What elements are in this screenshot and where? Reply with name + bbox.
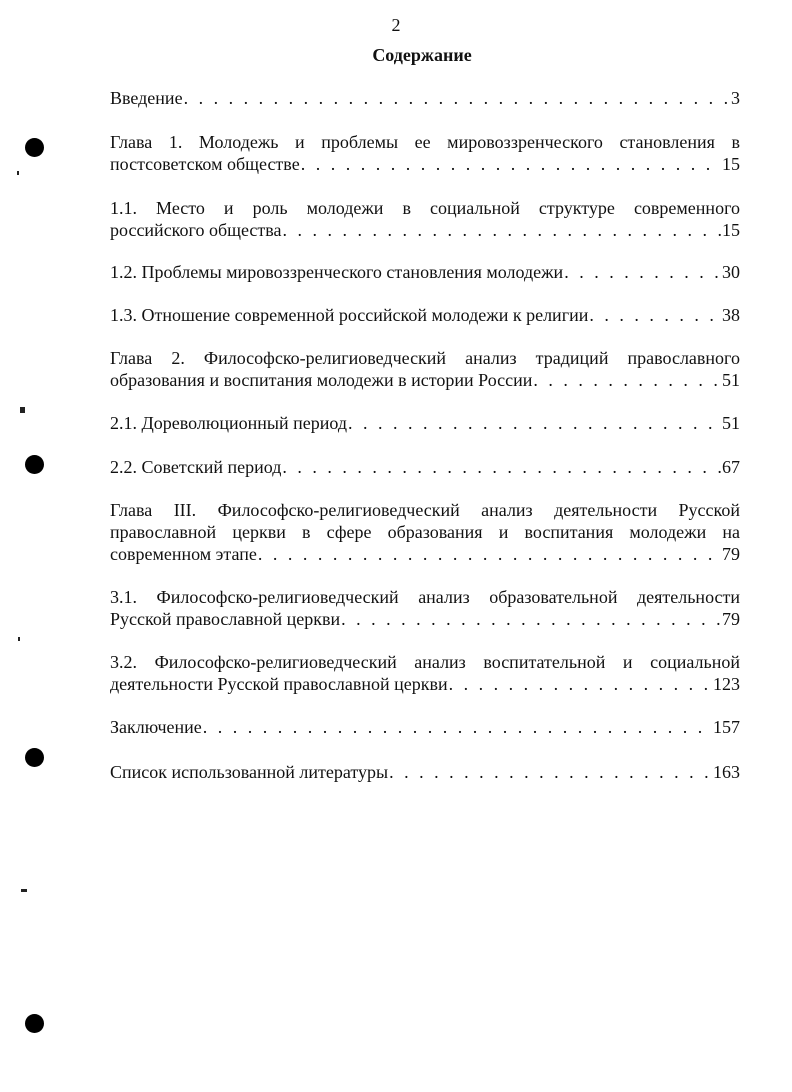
toc-entry-title-line: Глава 1. Молодежь и проблемы ее мировоззренческого становления в (110, 132, 740, 152)
toc-page-number: 123 (713, 674, 740, 694)
punch-hole (25, 138, 44, 157)
toc-entry-chapter-2[interactable] (110, 347, 740, 391)
toc-entry-title: современном этапе (110, 544, 257, 564)
toc-page-number: 79 (722, 609, 740, 629)
dot-leader (184, 87, 730, 109)
toc-page-number: 67 (722, 457, 740, 477)
toc-entry-title: российского общества (110, 220, 282, 240)
toc-entry-title: Введение (110, 88, 183, 108)
toc-entry-title: 1.2. Проблемы мировоззренческого становления молодежи (110, 262, 564, 282)
toc-page-number: 15 (722, 154, 740, 174)
dot-leader (258, 543, 721, 565)
punch-hole (25, 455, 44, 474)
page-title: Содержание (372, 45, 472, 65)
toc-entry-title-line: 3.2. Философско-религиоведческий анализ воспитательной и социальной (110, 652, 740, 672)
toc-entry-title-line: Глава 2. Философско-религиоведческий анализ традиций православного (110, 348, 740, 368)
scan-speck (20, 407, 25, 413)
punch-hole (25, 1014, 44, 1033)
toc-entry-section-1-3[interactable] (110, 304, 740, 326)
toc-entry-title-line: 3.1. Философско-религиоведческий анализ образовательной деятельности (110, 587, 740, 607)
dot-leader (341, 608, 721, 630)
toc-entry-title-line: Глава III. Философско-религиоведческий анализ деятельности Русской (110, 500, 740, 520)
toc-entry-conclusion[interactable] (110, 716, 740, 738)
toc-entry-introduction[interactable] (110, 87, 740, 109)
dot-leader (564, 261, 721, 283)
dot-leader (203, 716, 712, 738)
toc-entry-title: образования и воспитания молодежи в истории России (110, 370, 533, 390)
toc-entry-title: 1.3. Отношение современной российской молодежи к религии (110, 305, 589, 325)
toc-entry-title: деятельности Русской православной церкви (110, 674, 448, 694)
scan-speck (21, 889, 27, 892)
toc-entry-section-1-2[interactable] (110, 261, 740, 283)
toc-entry-title: Заключение (110, 717, 202, 737)
toc-entry-chapter-3[interactable] (110, 499, 740, 565)
toc-entry-title: Русской православной церкви (110, 609, 341, 629)
punch-hole (25, 748, 44, 767)
toc-entry-section-1-1[interactable] (110, 197, 740, 241)
dot-leader (283, 219, 721, 241)
toc-entry-bibliography[interactable] (110, 761, 740, 783)
toc-page-number: 51 (722, 370, 740, 390)
dot-leader (449, 673, 712, 695)
toc-entry-title: 2.1. Дореволюционный период (110, 413, 347, 433)
dot-leader (348, 412, 721, 434)
toc-page-number: 51 (722, 413, 740, 433)
toc-entry-chapter-1[interactable] (110, 131, 740, 175)
dot-leader (301, 153, 721, 175)
toc-entry-section-2-1[interactable] (110, 412, 740, 434)
toc-page-number: 79 (722, 544, 740, 564)
toc-entry-title: 2.2. Советский период (110, 457, 282, 477)
toc-page-number: 3 (731, 88, 740, 108)
dot-leader (282, 456, 721, 478)
toc-entry-section-2-2[interactable] (110, 456, 740, 478)
dot-leader (533, 369, 721, 391)
toc-page-number: 163 (713, 762, 740, 782)
page-number: 2 (391, 15, 401, 35)
scan-speck (17, 171, 19, 175)
toc-entry-title: Список использованной литературы (110, 762, 389, 782)
toc-entry-section-3-2[interactable] (110, 651, 740, 695)
toc-entry-title-line: 1.1. Место и роль молодежи в социальной структуре современного (110, 198, 740, 218)
toc-entry-title-line: православной церкви в сфере образования и воспитания молодежи на (110, 522, 740, 542)
toc-page-number: 15 (722, 220, 740, 240)
dot-leader (389, 761, 712, 783)
toc-page-number: 157 (713, 717, 740, 737)
toc-entry-title: постсоветском обществе (110, 154, 300, 174)
toc-page-number: 30 (722, 262, 740, 282)
toc-entry-section-3-1[interactable] (110, 586, 740, 630)
toc-page-number: 38 (722, 305, 740, 325)
scan-speck (18, 637, 20, 641)
dot-leader (589, 304, 721, 326)
